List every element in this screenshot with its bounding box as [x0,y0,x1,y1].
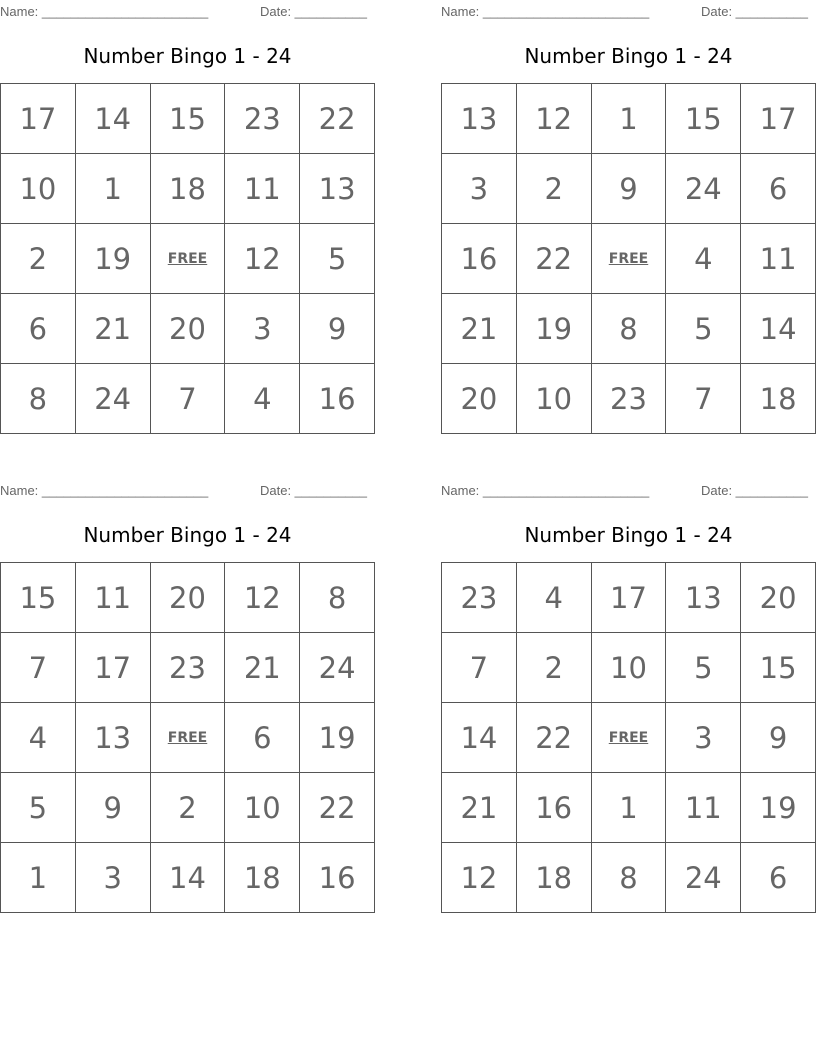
bingo-cell: 15 [666,84,741,154]
bingo-grid [441,562,816,913]
bingo-cell: 19 [300,703,375,773]
bingo-cell: 19 [75,224,150,294]
bingo-cell: 2 [516,633,591,703]
bingo-cell: 7 [1,633,76,703]
grid-row [1,224,375,294]
bingo-cell: 24 [666,843,741,913]
bingo-cell: 6 [225,703,300,773]
grid-row [442,773,816,843]
free-space-cell: FREE [591,703,666,773]
grid-row [442,364,816,434]
bingo-cell: 20 [150,294,225,364]
bingo-cell: 5 [666,294,741,364]
bingo-cell: 16 [442,224,517,294]
bingo-cell: 5 [1,773,76,843]
grid-row [1,633,375,703]
bingo-cell: 24 [75,364,150,434]
card-header [0,479,375,499]
grid-row [1,154,375,224]
bingo-cell: 23 [150,633,225,703]
bingo-cell: 9 [300,294,375,364]
bingo-cell: 11 [225,154,300,224]
date-field: Date: __________ [260,483,367,498]
grid-row [1,703,375,773]
bingo-cell: 14 [75,84,150,154]
bingo-cell: 22 [300,773,375,843]
grid-row [1,773,375,843]
bingo-cell: 14 [741,294,816,364]
bingo-cell: 9 [75,773,150,843]
bingo-cell: 11 [741,224,816,294]
bingo-cell: 13 [666,563,741,633]
grid-row [1,84,375,154]
bingo-cell: 12 [225,224,300,294]
bingo-cell: 18 [516,843,591,913]
bingo-card-2 [441,0,816,440]
name-field: Name: _______________________ [0,4,209,19]
bingo-cell: 10 [225,773,300,843]
bingo-card-1 [0,0,375,440]
bingo-cell: 15 [150,84,225,154]
bingo-cell: 22 [300,84,375,154]
bingo-cell: 13 [75,703,150,773]
bingo-card-4 [441,479,816,919]
bingo-cell: 7 [666,364,741,434]
grid-row [442,703,816,773]
date-field: Date: __________ [701,483,808,498]
bingo-cell: 12 [442,843,517,913]
bingo-cell: 23 [591,364,666,434]
bingo-cell: 18 [150,154,225,224]
bingo-cell: 5 [300,224,375,294]
name-field: Name: _______________________ [441,483,650,498]
bingo-cell: 4 [225,364,300,434]
grid-row [442,224,816,294]
name-field: Name: _______________________ [441,4,650,19]
bingo-cell: 9 [591,154,666,224]
grid-row [442,154,816,224]
bingo-cell: 23 [225,84,300,154]
bingo-cell: 17 [1,84,76,154]
bingo-cell: 15 [741,633,816,703]
bingo-grid [441,83,816,434]
bingo-cell: 2 [516,154,591,224]
bingo-cell: 19 [516,294,591,364]
bingo-cell: 4 [516,563,591,633]
bingo-cell: 18 [225,843,300,913]
bingo-cell: 12 [225,563,300,633]
bingo-cell: 13 [300,154,375,224]
bingo-cell: 4 [666,224,741,294]
date-field: Date: __________ [701,4,808,19]
bingo-cell: 16 [516,773,591,843]
bingo-cell: 10 [516,364,591,434]
bingo-card-3 [0,479,375,919]
bingo-cell: 21 [225,633,300,703]
bingo-cell: 2 [150,773,225,843]
bingo-cell: 2 [1,224,76,294]
bingo-cell: 8 [591,294,666,364]
bingo-cell: 18 [741,364,816,434]
card-title: Number Bingo 1 - 24 [83,523,292,547]
bingo-cell: 21 [442,294,517,364]
grid-row [1,364,375,434]
bingo-cell: 1 [591,773,666,843]
bingo-cell: 8 [1,364,76,434]
bingo-cell: 3 [225,294,300,364]
card-header [441,479,816,499]
bingo-cell: 17 [75,633,150,703]
bingo-cell: 21 [75,294,150,364]
bingo-grid [0,83,375,434]
card-title: Number Bingo 1 - 24 [524,44,733,68]
bingo-cell: 22 [516,224,591,294]
bingo-cell: 9 [741,703,816,773]
bingo-cell: 6 [1,294,76,364]
card-header [0,0,375,20]
bingo-cell: 5 [666,633,741,703]
bingo-cell: 7 [442,633,517,703]
bingo-cell: 3 [442,154,517,224]
card-title: Number Bingo 1 - 24 [83,44,292,68]
bingo-cell: 7 [150,364,225,434]
bingo-cell: 1 [591,84,666,154]
bingo-cell: 6 [741,154,816,224]
bingo-cell: 20 [150,563,225,633]
grid-row [442,843,816,913]
card-header [441,0,816,20]
bingo-cell: 20 [741,563,816,633]
free-space-cell: FREE [150,224,225,294]
grid-row [1,563,375,633]
bingo-cell: 17 [591,563,666,633]
name-field: Name: _______________________ [0,483,209,498]
grid-row [1,294,375,364]
bingo-cell: 12 [516,84,591,154]
bingo-cell: 20 [442,364,517,434]
bingo-cell: 17 [741,84,816,154]
bingo-cell: 11 [75,563,150,633]
bingo-cell: 10 [591,633,666,703]
bingo-cell: 21 [442,773,517,843]
bingo-cell: 6 [741,843,816,913]
date-field: Date: __________ [260,4,367,19]
bingo-cell: 14 [150,843,225,913]
bingo-cell: 14 [442,703,517,773]
bingo-cell: 1 [75,154,150,224]
bingo-cell: 3 [666,703,741,773]
bingo-cell: 13 [442,84,517,154]
bingo-cell: 23 [442,563,517,633]
grid-row [442,563,816,633]
bingo-cell: 1 [1,843,76,913]
free-space-cell: FREE [591,224,666,294]
bingo-cell: 19 [741,773,816,843]
grid-row [442,294,816,364]
bingo-cell: 22 [516,703,591,773]
bingo-cell: 24 [300,633,375,703]
bingo-cell: 16 [300,843,375,913]
bingo-cell: 24 [666,154,741,224]
bingo-cell: 15 [1,563,76,633]
bingo-cell: 3 [75,843,150,913]
grid-row [442,84,816,154]
bingo-cell: 16 [300,364,375,434]
grid-row [442,633,816,703]
bingo-cell: 8 [300,563,375,633]
grid-row [1,843,375,913]
bingo-cell: 11 [666,773,741,843]
bingo-cell: 8 [591,843,666,913]
free-space-cell: FREE [150,703,225,773]
bingo-grid [0,562,375,913]
bingo-cell: 10 [1,154,76,224]
card-title: Number Bingo 1 - 24 [524,523,733,547]
bingo-cell: 4 [1,703,76,773]
